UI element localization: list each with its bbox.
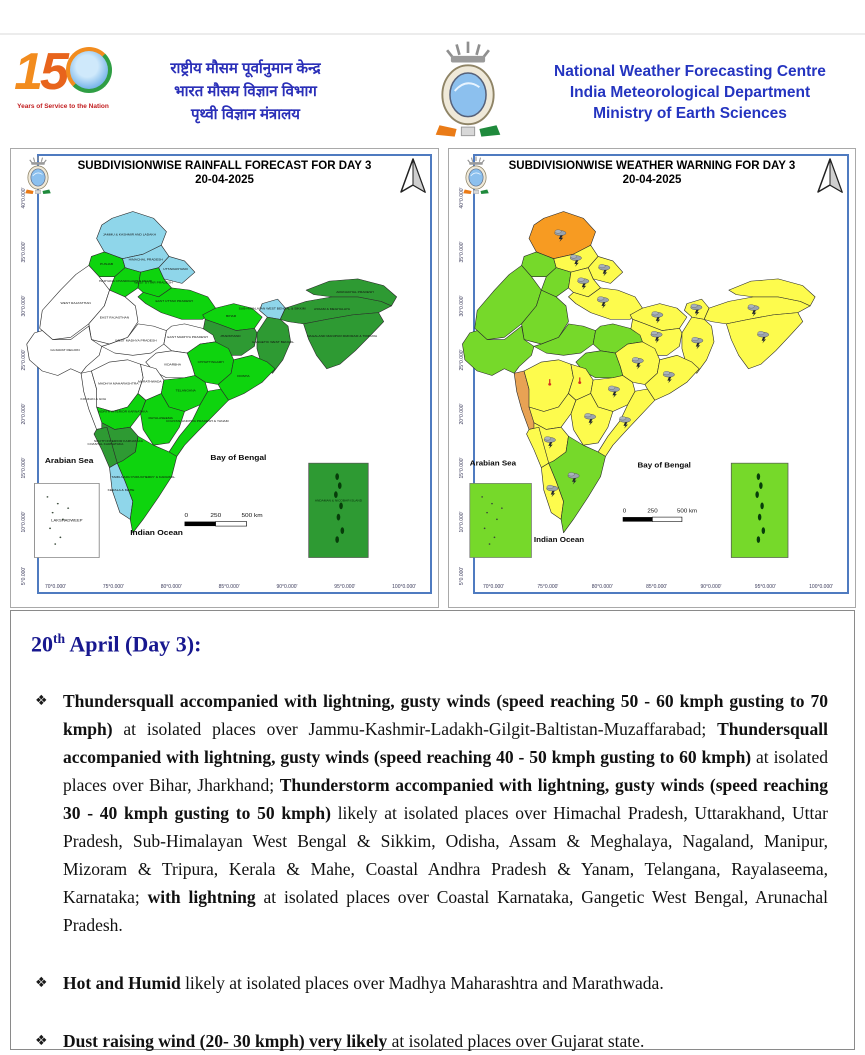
- lat-tick: 40°0.000': [21, 187, 27, 209]
- imd-150-years-logo: [8, 43, 118, 111]
- digit-5: 5: [40, 43, 66, 101]
- lon-tick: 70°0.000': [45, 584, 67, 590]
- forecast-bulletin: [10, 610, 855, 1050]
- region-label-telangana: TELANGANA: [175, 388, 196, 393]
- region-label-sik: SOUTH INTERIOR KARNATAKA: [93, 439, 144, 444]
- digit-1: 1: [14, 43, 40, 101]
- svg-text:0: 0: [184, 513, 189, 519]
- top-margin-strip: [0, 0, 865, 35]
- region-label-wup: WEST UTTAR PRADESH: [134, 280, 173, 285]
- region-label-cg: CHHATTISGARH: [197, 360, 224, 364]
- map-title: [502, 159, 802, 187]
- bulletin-item: ❖ Hot and Humid likely at isolated places over Madhya Maharashtra and Marathwada.: [35, 973, 664, 994]
- 150-digits: [8, 43, 118, 101]
- region-label-raya: RAYALASEEMA: [148, 416, 173, 420]
- org-hindi-line2: भारत मौसम विज्ञान विभाग: [174, 83, 317, 100]
- bullet-diamond-icon: ❖: [35, 975, 48, 992]
- lat-tick: 30°0.000': [21, 295, 27, 317]
- region-label-hp: HIMACHAL PRADESH: [128, 257, 163, 262]
- bulletin-item: ❖ Thundersquall accompanied with lightning, gusty winds (speed reaching 50 - 60 kmph gusting to 70 kmph) at isolated places over Jammu-Kashmir-Ladakh-Gilgit-Baltistan-Muzaffarabad; Thundersquall accompanied with lightning, gusty winds (speed reaching 40 - 50 kmph gusting to 60 kmph) at isolated places over Bihar, Jharkhand; Thunderstorm accompanied with lightning, gusty winds (speed reaching 30 - 40 kmph gusting to 50 kmph) likely at isolated places over Himachal Pradesh, Uttarakhand, Uttar Pradesh, Sub-Himalayan West Bengal & Sikkim, Odisha, Assam & Meghalaya, Nagaland, Manipur, Mizoram & Tripura, Kerala & Mahe, Coastal Andhra Pradesh & Yanam, Telangana, Rayalaseema, Karnataka; with lightning at isolated places over Coastal Karnataka, Gangetic West Bengal, Arunachal Pradesh.: [35, 691, 828, 936]
- logo-tagline: Years of Service to the Nation: [17, 103, 109, 110]
- lat-tick: 10°0.000': [21, 511, 27, 533]
- lon-tick: 90°0.000': [276, 584, 298, 590]
- map-title-date: 20-04-2025: [622, 174, 682, 186]
- bulletin-heading: 20th April (Day 3):: [31, 631, 202, 657]
- north-arrow-icon: [817, 158, 843, 194]
- svg-text:250: 250: [647, 508, 658, 515]
- lon-tick: 100°0.000': [809, 584, 833, 590]
- lat-tick: 40°0.000': [459, 187, 465, 209]
- india-rainfall-map: [19, 207, 407, 589]
- lon-tick: 85°0.000': [646, 584, 668, 590]
- region-label-arunachal: ARUNACHAL PRADESH: [336, 290, 374, 294]
- andaman-label: ANDAMAN & NICOBAR ISLAND: [314, 498, 363, 503]
- rainfall-forecast-map-cell: [10, 148, 439, 608]
- lon-tick: 70°0.000': [483, 584, 505, 590]
- region-label-marathwada: MARATHWADA: [137, 379, 162, 384]
- svg-text:500 km: 500 km: [677, 508, 698, 515]
- globe-zero-icon: [66, 47, 112, 93]
- region-label-jk: JAMMU & KASHMIR AND LADAKH: [102, 232, 157, 237]
- region-label-vidarbha: VIDARBHA: [163, 362, 182, 367]
- lon-tick: 80°0.000': [591, 584, 613, 590]
- org-english-line1: National Weather Forecasting Centre: [554, 63, 826, 80]
- lon-tick: 90°0.000': [700, 584, 722, 590]
- lon-tick: 75°0.000': [537, 584, 559, 590]
- bullet-diamond-icon: ❖: [35, 1033, 48, 1050]
- region-label-cap: COASTAL ANDHRA PRADESH & YANAM: [165, 419, 229, 424]
- region-label-bihar: BIHAR: [226, 314, 237, 319]
- org-name-english: [515, 61, 865, 124]
- lon-tick: 95°0.000': [334, 584, 356, 590]
- bullet-diamond-icon: ❖: [35, 693, 48, 710]
- region-label-tn: TAMILNADU PUDUCHERRY & KARAIKAL: [111, 475, 176, 480]
- arabian-sea-label: Arabian Sea: [469, 458, 517, 468]
- region-label-konkan: KONKAN & GOA: [80, 397, 107, 401]
- longitude-ticks: [483, 584, 833, 590]
- region-label-eraj: EAST RAJASTHAN: [99, 315, 130, 320]
- region-label-nestates: NAGALAND MANIPUR MIZORAM & TRIPURA: [307, 334, 378, 338]
- map-title-line1: SUBDIVISIONWISE RAINFALL FORECAST FOR DAY 3: [77, 160, 372, 172]
- region-label-gujarat: GUJARAT REGION: [50, 348, 80, 353]
- org-english-line2: India Meteorological Department: [569, 84, 811, 101]
- bulletin-item: ❖ Dust raising wind (20- 30 kmph) very likely at isolated places over Gujarat state.: [35, 1031, 645, 1052]
- org-name-hindi: [128, 57, 363, 126]
- lat-tick: 35°0.000': [459, 241, 465, 263]
- lat-tick: 25°0.000': [459, 349, 465, 371]
- andaman-box: [309, 463, 368, 557]
- lat-tick: 15°0.000': [459, 457, 465, 479]
- lat-tick: 5°0.000': [459, 566, 465, 586]
- region-label-wmp: WEST MADHYA PRADESH: [115, 338, 157, 343]
- lon-tick: 95°0.000': [754, 584, 776, 590]
- lat-tick: 10°0.000': [459, 511, 465, 533]
- bulletin-list: [31, 687, 828, 1055]
- lakshadweep-box: [35, 483, 100, 557]
- scale-bar: [185, 513, 263, 526]
- lakshadweep-box: [470, 483, 532, 557]
- svg-text:500 km: 500 km: [241, 513, 263, 519]
- map-title-line1: SUBDIVISIONWISE WEATHER WARNING FOR DAY 3: [508, 160, 796, 172]
- weather-warning-map-cell: [448, 148, 856, 608]
- region-label-haryana: HARYANA CHANDIGARH & DELHI: [99, 279, 152, 283]
- region-label-punjab: PUNJAB: [99, 261, 114, 266]
- region-label-kerala: KERALA & MAHE: [107, 487, 135, 492]
- region-label-emp: EAST MADHYA PRADESH: [167, 334, 208, 339]
- imd-emblem-icon: [23, 155, 53, 197]
- document-header: [0, 35, 865, 148]
- lon-tick: 85°0.000': [218, 584, 240, 590]
- org-hindi-line3: पृथ्वी विज्ञान मंत्रालय: [191, 106, 300, 123]
- region-label-eup: EAST UTTAR PRADESH: [155, 299, 193, 304]
- region-label-nik: NORTH INTERIOR KARNATAKA: [98, 409, 148, 414]
- longitude-ticks: [45, 584, 416, 590]
- lat-tick: 15°0.000': [21, 457, 27, 479]
- imd-emblem-icon: [430, 39, 506, 143]
- lat-tick: 25°0.000': [21, 349, 27, 371]
- org-hindi-line1: राष्ट्रीय मौसम पूर्वानुमान केन्द्र: [170, 60, 321, 77]
- svg-text:0: 0: [622, 508, 627, 515]
- map-title: [67, 159, 383, 187]
- andaman-box: [731, 463, 788, 557]
- region-label-ck: COASTAL KARNATAKA: [87, 442, 124, 447]
- imd-emblem-icon: [461, 155, 491, 197]
- bay-of-bengal-label: Bay of Bengal: [637, 460, 691, 470]
- region-label-odisha: ODISHA: [236, 374, 250, 378]
- scale-bar: [623, 509, 698, 522]
- lat-tick: 5°0.000': [21, 566, 27, 586]
- north-arrow-icon: [400, 158, 426, 194]
- lon-tick: 100°0.000': [392, 584, 416, 590]
- lon-tick: 80°0.000': [160, 584, 182, 590]
- region-label-shwb: SUB-HIMALAYAN WEST BENGAL & SIKKIM: [238, 306, 306, 311]
- lat-tick: 30°0.000': [459, 295, 465, 317]
- org-english-line3: Ministry of Earth Sciences: [593, 105, 787, 122]
- region-label-mmaha: MADHYA MAHARASHTRA: [98, 381, 139, 386]
- region-label-jharkhand: JHARKHAND: [220, 334, 241, 338]
- arabian-sea-label: Arabian Sea: [44, 456, 94, 466]
- map-title-date: 20-04-2025: [195, 174, 254, 186]
- region-label-gwb: GANGETIC WEST BENGAL: [251, 340, 295, 344]
- india-warning-map: [455, 207, 825, 589]
- svg-text:250: 250: [210, 513, 222, 519]
- lat-tick: 20°0.000': [21, 403, 27, 425]
- indian-ocean-label: Indian Ocean: [533, 535, 585, 544]
- lat-tick: 20°0.000': [459, 403, 465, 425]
- bay-of-bengal-label: Bay of Bengal: [210, 453, 267, 462]
- region-label-assam: ASSAM & MEGHALAYA: [313, 307, 351, 312]
- maps-row: [10, 148, 855, 608]
- lon-tick: 75°0.000': [102, 584, 124, 590]
- region-label-wraj: WEST RAJASTHAN: [60, 301, 91, 305]
- indian-ocean-label: Indian Ocean: [130, 528, 183, 537]
- lat-tick: 35°0.000': [21, 241, 27, 263]
- lakshadweep-label: LAKSHADWEEP: [51, 517, 83, 523]
- region-label-uk: UTTARAKHAND: [163, 267, 188, 271]
